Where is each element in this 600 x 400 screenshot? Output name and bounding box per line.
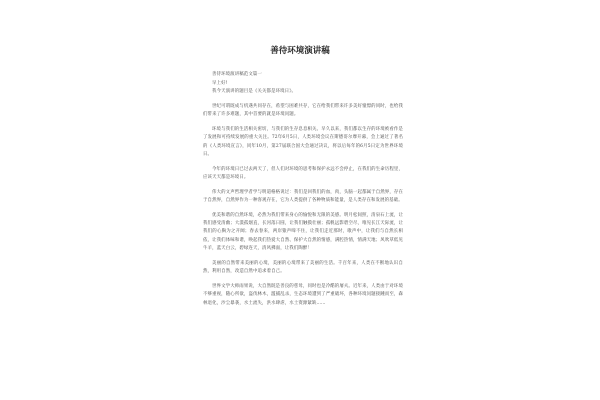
paragraph: 世界文学大师雨果说，大自然既是善良的慈母，同时也是冷酷的屠夫。近年来，人类由于对环境不够重视，随心所欲，盗伐林木，滥捕乱杀，生态环境遭到了严重破坏，各种环境问题接踵而至，森林退化，沙尘暴袭，水土流失，洪水肆虐，水土资源紧缺…… <box>203 283 403 306</box>
document-body <box>203 71 403 308</box>
paragraph: 环境与我们的生活相关密切，与我们的生存息息相关。早久以来，我们都以生存的环境被看作是了发展和可持续发展的重大关注。72年6月5日，人类环境会议在斯德哥尔摩开幕，会上通过了著名的《人类环境宣言》，同年10月，第27届联合国大会通过决议，将以后每年的6月5日定为世界环境日。 <box>203 126 403 157</box>
document-title: 善待环境演讲稿 <box>270 46 330 56</box>
paragraph: 我今天演讲的题目是《关关都是环境日》。 <box>212 89 297 95</box>
paragraph: 美丽的自然带来美丽的心境，美丽的心境带来了美丽的生活。千百年来，人类在不断地认识自然，利用自然，改造自然中追求着自己。 <box>203 260 403 275</box>
paragraph: 今年的环境日已过去两天了，但人们对环境的思考和保护永远不会停止，在我们的生命历程里，应该天天都是环境日。 <box>203 166 403 180</box>
paragraph: 伟大的文声哲理学者学与明道格格说过：我们是回我们的血，肉，头脑一起都属于自然界，存在于自然界，自然界作为一种客观存在，它为人类提供了各种物质和能量，是人类存在和发展的基础。 <box>203 189 403 203</box>
paragraph: 早上好! <box>212 80 228 86</box>
paragraph: 善待环境演讲稿范文篇一 <box>212 72 262 77</box>
paragraph: 优美和谐的自然环境，必然为我们带来身心的愉悦和无限的美感。明月松间照，清泉石上流，让我们感受清幽；大漠孤烟直，长河落日圆，让我们触摸壮丽；孤帆远影碧空尽，唯见长江天际流，让我们的心胸为之开阔；春去春来，两岸猿声啼不住，让我们走近那时，歌声中，让我们与自然长相依，让我们体味和谐，唤起我们热爱大自然、保护大自然的情感，满腔热情，情满天地；风吹草低见牛羊，蓝天白云，碧绿连天，清风拂面，让我们陶醉！ <box>203 212 403 252</box>
paragraph: 世纪可谓既成与机遇共同存在，希望与困难共存，它在给我们带来许多美好憧憬的同时，也给我们带来了许多难题，其中首要的就是环境问题。 <box>203 103 403 118</box>
